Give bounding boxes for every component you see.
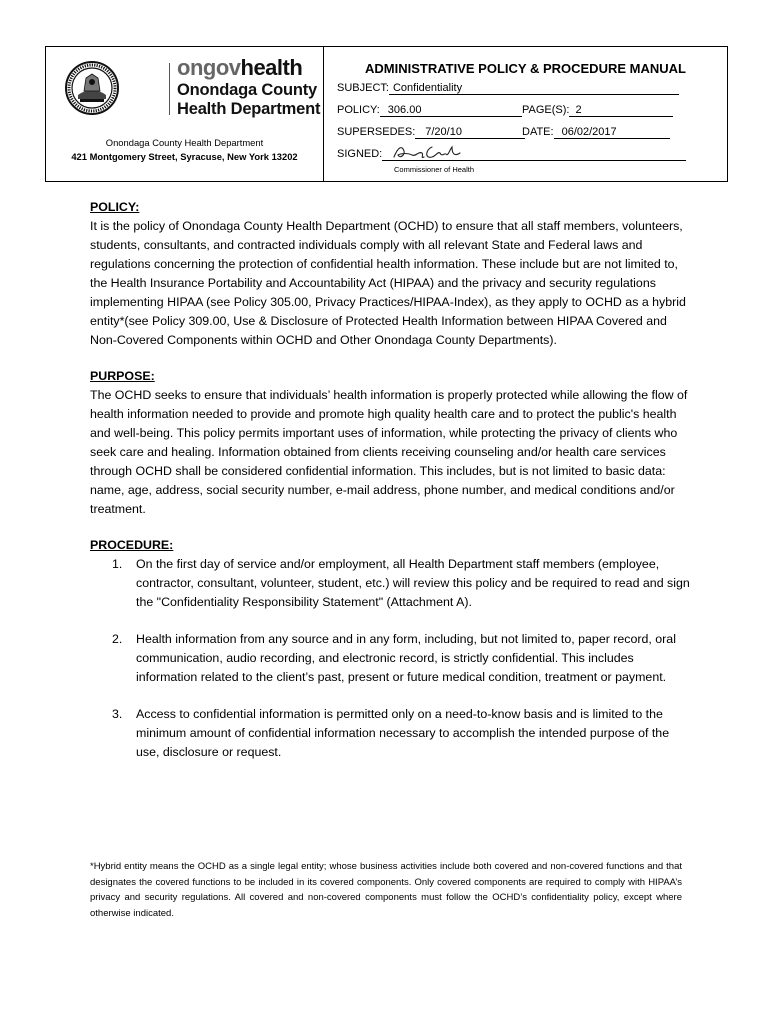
hybrid-entity-footnote: *Hybrid entity means the OCHD as a single legal entity; whose business activities include both covered and non-covered functions and that designates the covered functions to be included in its covered components. Only covered components are required to comply with HIPAA’s privacy and security regulations. All covered and non-covered components must follow the OCHD’s confidentiality policy, except where otherwise indicated.: [90, 861, 682, 919]
purpose-section: [90, 367, 690, 519]
supersedes-label: SUPERSEDES:: [337, 126, 416, 138]
subject-field: [337, 82, 679, 95]
policy-label: POLICY:: [337, 104, 380, 116]
signer-title: Commissioner of Health: [394, 165, 475, 174]
logo-brand-ongov: ongov: [177, 55, 241, 80]
policy-text: It is the policy of Onondaga County Health Department (OCHD) to ensure that all staff members, volunteers, students, consultants, and contracted individuals comply with all relevant State and Federal laws and regulations concerning the protection of confidential health information. These include but are not limited to, the Health Insurance Portability and Accountability Act (HIPAA) and the privacy and security regulations implementing HIPAA (see Policy 305.00, Privacy Practices/HIPAA-Index), as they apply to OCHD as a hybrid entity*(see Policy 309.00, Use & Disclosure of Protected Health Information between HIPAA Covered and Non-Covered Components within OCHD and Other Onondaga County Departments).: [90, 219, 686, 347]
procedure-section: [90, 536, 690, 762]
header-info-panel: [324, 47, 727, 181]
subject-label: SUBJECT:: [337, 82, 389, 94]
policy-header-box: [45, 46, 728, 182]
purpose-heading: PURPOSE:: [90, 369, 155, 383]
policy-section: [90, 198, 690, 350]
procedure-item: [90, 630, 690, 687]
pages-value: 2: [569, 104, 673, 117]
procedure-item-number: 2.: [112, 632, 123, 646]
supersedes-value: 7/20/10: [415, 126, 525, 139]
policy-heading: POLICY:: [90, 200, 140, 214]
date-field: [522, 126, 670, 139]
procedure-item-text: On the first day of service and/or employment, all Health Department staff members (employee, contractor, consultant, volunteer, student, etc.) will review this policy and be required to read and sign the "Confidentiality Responsibility Statement" (Attachment A).: [136, 557, 690, 609]
procedure-item: [90, 555, 690, 612]
procedure-heading: PROCEDURE:: [90, 538, 174, 552]
procedure-item-number: 1.: [112, 557, 123, 571]
supersedes-field: [337, 126, 525, 139]
procedure-item-text: Health information from any source and in any form, including, but not limited to, paper record, oral communication, audio recording, and electronic record, is strictly confidential. This includes information related to the client’s past, present or future medical condition, treatment or payment.: [136, 632, 676, 684]
logo-divider: [169, 63, 170, 115]
subject-value: Confidentiality: [389, 82, 679, 95]
logo-brand-health: health: [240, 55, 303, 80]
county-seal-icon: [65, 61, 119, 115]
department-name: Onondaga County Health Department: [105, 137, 264, 148]
logo-county-line: Onondaga County: [177, 81, 317, 99]
procedure-item-number: 3.: [112, 707, 123, 721]
logo-department-line: Health Department: [177, 99, 321, 118]
pages-field: [522, 104, 673, 117]
manual-title: ADMINISTRATIVE POLICY & PROCEDURE MANUAL: [365, 61, 686, 76]
policy-number-value: 306.00: [380, 104, 522, 117]
procedure-item-text: Access to confidential information is permitted only on a need-to-know basis and is limited to the minimum amount of confidential information necessary to accomplish the intended purpose of the use, disclosure or request.: [136, 707, 670, 759]
pages-label: PAGE(S):: [522, 104, 570, 116]
date-label: DATE:: [522, 126, 554, 138]
date-value: 06/02/2017: [554, 126, 670, 139]
procedure-item: [90, 705, 690, 762]
handwritten-signature: [390, 141, 470, 163]
signed-label: SIGNED:: [337, 148, 383, 160]
department-address: 421 Montgomery Street, Syracuse, New York 13202: [71, 151, 298, 162]
procedure-list: [90, 555, 690, 762]
policy-number-field: [337, 104, 522, 117]
header-logo-panel: [46, 47, 324, 181]
document-body: [90, 198, 690, 780]
purpose-text: The OCHD seeks to ensure that individuals’ health information is properly protected while allowing the flow of health information needed to provide and promote high quality health care and to protect the public's health and well-being. This policy permits important uses of information, while protecting the privacy of clients who seek care and healing. Information obtained from clients receiving counseling and/or health care services through OCHD shall be considered confidential information. This includes, but is not limited to basic data: name, age, address, social security number, e-mail address, phone number, and medical conditions and/or treatment.: [90, 388, 688, 516]
ongovhealth-logo: [177, 57, 320, 117]
